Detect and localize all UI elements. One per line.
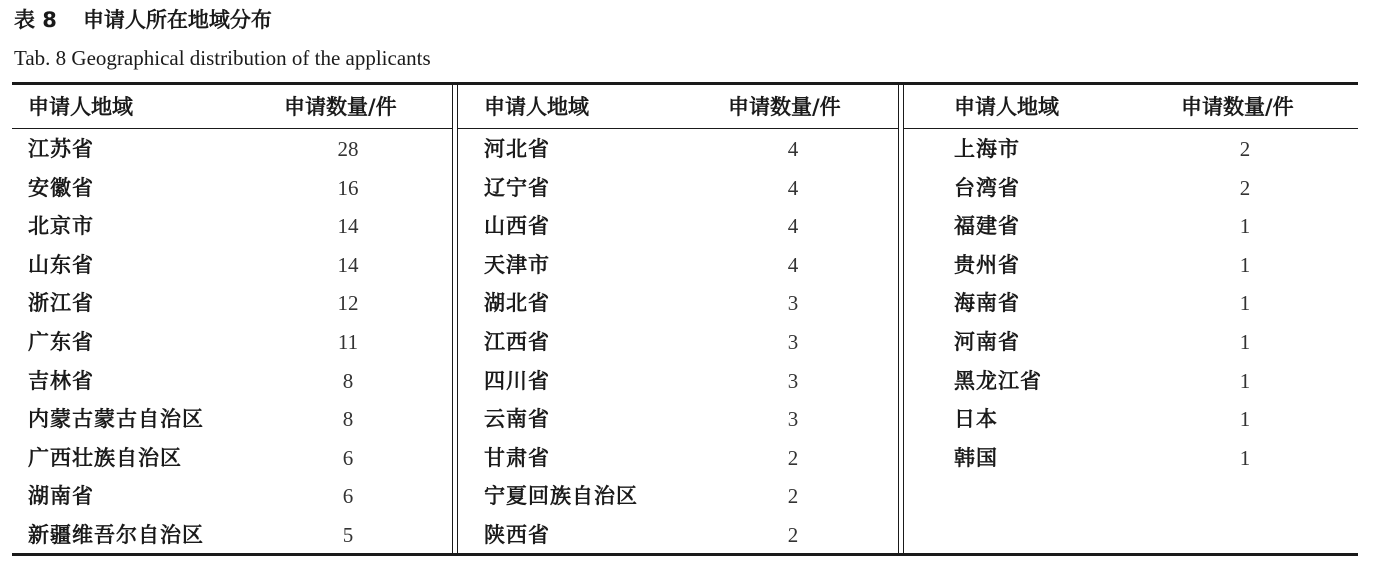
count-cell: 3	[787, 330, 799, 354]
region-cell: 云南省	[484, 407, 550, 432]
table-row	[458, 323, 898, 362]
table-row	[12, 284, 452, 323]
count-cell: 28	[337, 137, 359, 161]
region-cell: 海南省	[954, 291, 1020, 316]
region-cell: 贵州省	[954, 252, 1020, 277]
table-row	[904, 362, 1358, 401]
region-cell: 陕西省	[484, 523, 550, 547]
region-cell: 辽宁省	[484, 175, 550, 200]
count-cell: 5	[342, 523, 354, 547]
count-cell: 8	[342, 407, 354, 432]
region-cell: 四川省	[484, 368, 550, 393]
region-header: 申请人地域	[484, 95, 589, 119]
count-cell: 14	[337, 252, 359, 277]
table-row	[458, 516, 898, 555]
count-header: 申请数量/件	[1181, 95, 1294, 119]
count-cell: 12	[337, 291, 359, 316]
table-row	[12, 169, 452, 208]
count-cell: 1	[1239, 368, 1251, 393]
region-header: 申请人地域	[954, 95, 1059, 119]
table-row	[904, 400, 1358, 439]
region-cell: 新疆维吾尔自治区	[28, 523, 204, 547]
region-cell: 江西省	[484, 330, 550, 354]
table-row	[458, 207, 898, 246]
table-row	[12, 400, 452, 439]
region-cell: 广西壮族自治区	[28, 445, 182, 470]
region-cell: 北京市	[28, 214, 94, 239]
region-cell: 吉林省	[28, 368, 94, 393]
table-row	[904, 323, 1358, 362]
region-cell: 宁夏回族自治区	[484, 484, 638, 509]
table-row	[12, 439, 452, 478]
count-cell: 4	[787, 252, 799, 277]
table-row	[12, 477, 452, 516]
region-cell: 安徽省	[28, 175, 94, 200]
region-cell: 湖北省	[484, 291, 550, 316]
region-cell: 甘肃省	[484, 445, 550, 470]
count-cell: 6	[342, 445, 354, 470]
region-cell: 内蒙古蒙古自治区	[28, 407, 204, 432]
table-row	[458, 246, 898, 285]
count-cell: 14	[337, 214, 359, 239]
count-cell: 1	[1239, 407, 1251, 432]
count-cell: 4	[787, 175, 799, 200]
region-cell: 上海市	[954, 137, 1020, 161]
table-row	[904, 130, 1358, 169]
header-rule	[458, 128, 898, 129]
count-cell: 2	[787, 523, 799, 547]
count-cell: 11	[337, 330, 359, 354]
table-row	[12, 323, 452, 362]
table-row	[458, 362, 898, 401]
count-cell: 16	[337, 175, 359, 200]
table-row	[904, 246, 1358, 285]
count-header: 申请数量/件	[728, 95, 841, 119]
region-cell: 台湾省	[954, 175, 1020, 200]
table-row	[458, 477, 898, 516]
caption-chinese	[14, 6, 272, 34]
count-cell: 3	[787, 291, 799, 316]
count-cell: 1	[1239, 252, 1251, 277]
table-row	[458, 130, 898, 169]
count-cell: 6	[342, 484, 354, 509]
region-cell: 河北省	[484, 137, 550, 161]
table-row	[12, 246, 452, 285]
region-cell: 日本	[954, 407, 998, 432]
table-row	[458, 284, 898, 323]
caption-title-en: Tab. 8 Geographical distribution of the applicants	[14, 46, 431, 70]
count-cell: 2	[787, 445, 799, 470]
region-cell: 江苏省	[28, 137, 94, 161]
region-cell: 山西省	[484, 214, 550, 239]
table-row	[458, 439, 898, 478]
table-row	[12, 207, 452, 246]
column-divider	[898, 85, 899, 553]
region-cell: 湖南省	[28, 484, 94, 509]
table-row	[458, 400, 898, 439]
table-row	[904, 207, 1358, 246]
region-cell: 福建省	[954, 214, 1020, 239]
count-cell: 2	[787, 484, 799, 509]
count-cell: 2	[1239, 175, 1251, 200]
table-row	[904, 284, 1358, 323]
region-cell: 天津市	[484, 252, 550, 277]
table-row	[12, 362, 452, 401]
header-rule	[904, 128, 1358, 129]
region-cell: 河南省	[954, 330, 1020, 354]
count-cell: 3	[787, 407, 799, 432]
count-header: 申请数量/件	[284, 95, 397, 119]
count-cell: 1	[1239, 330, 1251, 354]
table-row	[904, 169, 1358, 208]
table-number: 表 8	[14, 8, 57, 32]
count-cell: 4	[787, 214, 799, 239]
top-rule	[12, 82, 1358, 85]
region-cell: 山东省	[28, 252, 94, 277]
count-cell: 8	[342, 368, 354, 393]
region-cell: 韩国	[954, 445, 998, 470]
region-header: 申请人地域	[28, 95, 133, 119]
count-cell: 1	[1239, 214, 1251, 239]
caption-title-cn: 申请人所在地域分布	[82, 8, 272, 32]
header-rule	[12, 128, 452, 129]
table-row	[12, 130, 452, 169]
table-row	[458, 169, 898, 208]
column-divider	[452, 85, 453, 553]
table-row	[12, 516, 452, 555]
count-cell: 1	[1239, 445, 1251, 470]
region-cell: 黑龙江省	[954, 368, 1042, 393]
region-cell: 广东省	[28, 330, 94, 354]
count-cell: 3	[787, 368, 799, 393]
count-cell: 2	[1239, 137, 1251, 161]
region-cell: 浙江省	[28, 291, 94, 316]
count-cell: 4	[787, 137, 799, 161]
count-cell: 1	[1239, 291, 1251, 316]
table-row	[904, 439, 1358, 478]
